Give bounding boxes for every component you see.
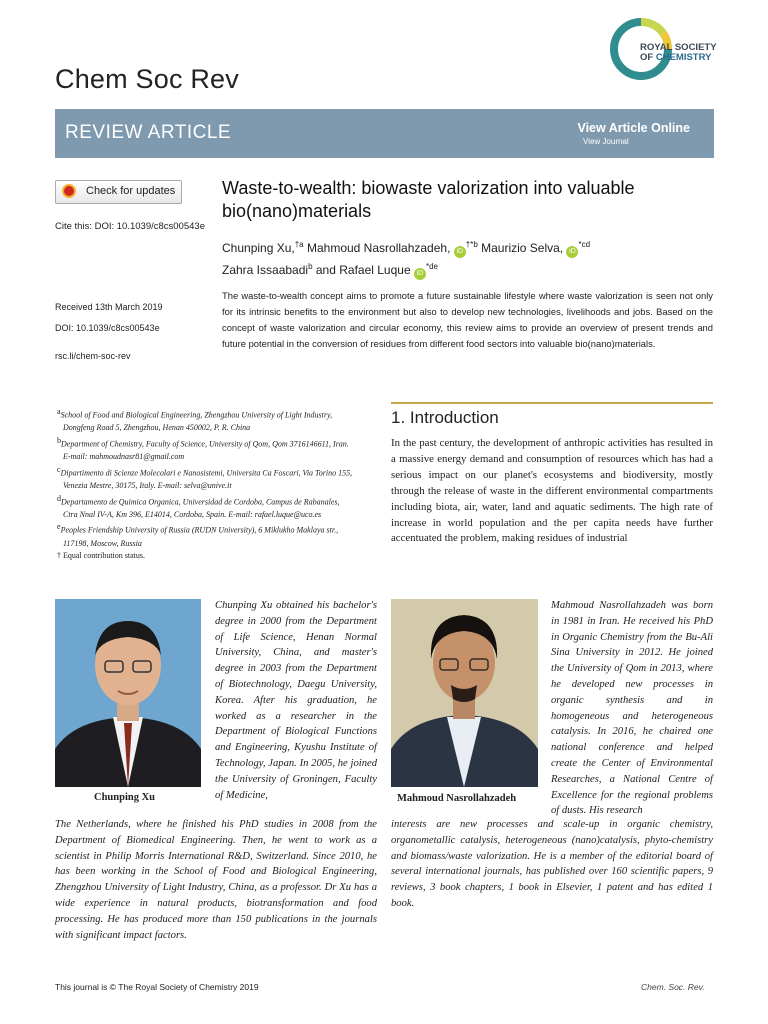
view-article-online-link[interactable]: View Article Online xyxy=(577,121,690,135)
author-affiliation-mark: *cd xyxy=(578,240,591,249)
author-bio-text: Mahmoud Nasrollahzadeh was born in 1981 in Iran. He received his PhD in Organic Chemistry from the Bu-Ali Sina University in 2012. He joined the University of Qom in 2013, where he developed new processes in organic synthesis and in homogeneous and heterogeneous catalysis. In 2016, he chaired one national conference and helped create the Center of Environmental Researches, a National Centre of Excellence for the regional problems of dusts. His research xyxy=(551,600,713,817)
crossmark-icon xyxy=(62,184,76,198)
author-name: Rafael Luque xyxy=(339,263,411,277)
introduction-text: In the past century, the development of anthropic activities has resulted in a massive energy demand and consumption of resources which has had a serious impact on our planet's ecosystems and biodiversity, mostly through the release of waste in the different environmental compartments including biota, air, water, land and aquatic sediments. The high rate of increase in world population and the per capita needs have further accentuated the problem, making residues of industrial xyxy=(391,437,713,545)
author-affiliation-mark: †a xyxy=(294,240,304,249)
cite-doi: Cite this: DOI: 10.1039/c8cs00543e xyxy=(55,221,205,232)
article-title: Waste-to-wealth: biowaste valorization into valuable bio(nano)materials xyxy=(222,178,635,221)
affiliation-item: $^d$Departamento de Quimica Organica, Universidad de Cordoba, Campus de Rabanales, Ctra Nnal IV-A, Km 396, E14014, Cordoba, Spain. E-mail: rafael.luque@uco.es xyxy=(57,493,340,519)
footer-journal-abbrev: Chem. Soc. Rev. xyxy=(641,982,705,992)
footer-copyright: This journal is © The Royal Society of Chemistry 2019 xyxy=(55,982,259,992)
received-date: Received 13th March 2019 xyxy=(55,302,163,312)
orcid-icon[interactable]: iD xyxy=(414,268,426,280)
author-name: Chunping Xu, xyxy=(222,241,295,255)
journal-title: Chem Soc Rev xyxy=(55,64,239,94)
portrait-icon xyxy=(55,599,201,787)
author-photo-mahmoud-nasrollahzadeh xyxy=(391,599,538,787)
affiliations xyxy=(55,406,355,563)
author-photo-chunping-xu xyxy=(55,599,201,787)
author-name: Maurizio Selva, xyxy=(481,241,564,255)
affiliation-item: † Equal contribution status. xyxy=(57,551,145,561)
portrait-icon xyxy=(391,599,538,787)
photo-caption: Mahmoud Nasrollahzadeh xyxy=(397,793,517,804)
check-for-updates-button[interactable]: Check for updates xyxy=(55,180,182,204)
section-heading-introduction: 1. Introduction xyxy=(391,408,499,427)
doi[interactable]: DOI: 10.1039/c8cs00543e xyxy=(55,323,160,333)
author-affiliation-mark: †*b xyxy=(465,240,478,249)
rsc-logo-text: ROYAL SOCIETY OF CHEMISTRY xyxy=(640,42,717,63)
author-affiliation-mark: *de xyxy=(425,262,438,271)
journal-link[interactable]: rsc.li/chem-soc-rev xyxy=(55,351,131,361)
view-journal-link[interactable]: View Journal xyxy=(583,137,629,146)
orcid-icon[interactable]: iD xyxy=(454,246,466,258)
author-list xyxy=(222,236,722,280)
and-word: and xyxy=(315,263,336,277)
rsc-logo[interactable] xyxy=(610,18,720,88)
photo-caption: Chunping Xu xyxy=(94,792,155,803)
affiliation-item: $^b$Department of Chemistry, Faculty of Science, University of Qom, Qom 3716146611, Iran. E-mail: mahmoudnasr81@gmail.com xyxy=(57,435,349,462)
affiliation-item: $^a$School of Food and Biological Engineering, Zhengzhou University of Light Industry, Dongfeng Road 5, Zhengzhou, Henan 450002, P. R. China xyxy=(57,407,333,433)
author-name: Mahmoud Nasrollahzadeh, xyxy=(306,241,451,255)
author-bio-text: The Netherlands, where he finished his PhD studies in 2008 from the Department of Biomedical Engineering. Then, he went to work as a scientist in Philip Morris International R&D, Switzerland. Since 2010, he has been working in the School of Food and Biological Engineering, Zhengzhou University of Light Industry, China, as a professor. Dr Xu has a wide experience in natural products, biotransformation and food processing. He has produced more than 150 publications in the journals with significant impact factors. xyxy=(55,819,377,941)
affiliation-item: $^c$Dipartimento di Scienze Molecolari e Nanosistemi, Universita Ca Foscari, Via Torino 155, Venezia Mestre, 30175, Italy. E-mail: selva@unive.it xyxy=(57,464,353,490)
article-type-banner xyxy=(55,109,714,158)
author-bio-text: Chunping Xu obtained his bachelor's degree in 2000 from the Department of Life Science, Henan Normal University, China, and master's degree in 2003 from the Department of Biotechnology, Daegu University, Korea. After his graduation, he worked as a researcher in the Department of Biological Functions and Engineering, Kyushu Institute of Technology, Japan. In 2005, he joined the University of Groningen, Faculty of Medicine, xyxy=(215,600,377,801)
section-divider xyxy=(391,402,713,404)
author-affiliation-mark: b xyxy=(308,262,313,271)
article-type-label: REVIEW ARTICLE xyxy=(65,122,232,143)
author-name: Zahra Issaabadi xyxy=(222,263,309,277)
orcid-icon[interactable]: iD xyxy=(566,246,578,258)
author-bio-text: interests are new processes and scale-up in organic chemistry, organometallic catalysis, heterogeneous (nano)catalysis, phyto-chemistry and biomass/waste valorization. He is a member of the editorial board of several international journals, has published over 160 scientific papers, 9 reviews, 3 book chapters, 1 book in Elsevier, 1 patent and has edited 1 book. xyxy=(391,819,713,909)
affiliation-item: $^e$Peoples Friendship University of Russia (RUDN University), 6 Miklukho Maklaya str., 117198, Moscow, Russia xyxy=(57,522,339,548)
abstract: The waste-to-wealth concept aims to promote a future sustainable lifestyle where waste valorization is seen not only for its intrinsic benefits to the environment but also to develop new technologies, livelihoods and jobs. Based on the concept of waste valorization and circular economy, this review aims to provide an overview of present trends and future potential in the conversion of residues from different food sectors into valuable bio(nano)materials. xyxy=(222,290,713,349)
